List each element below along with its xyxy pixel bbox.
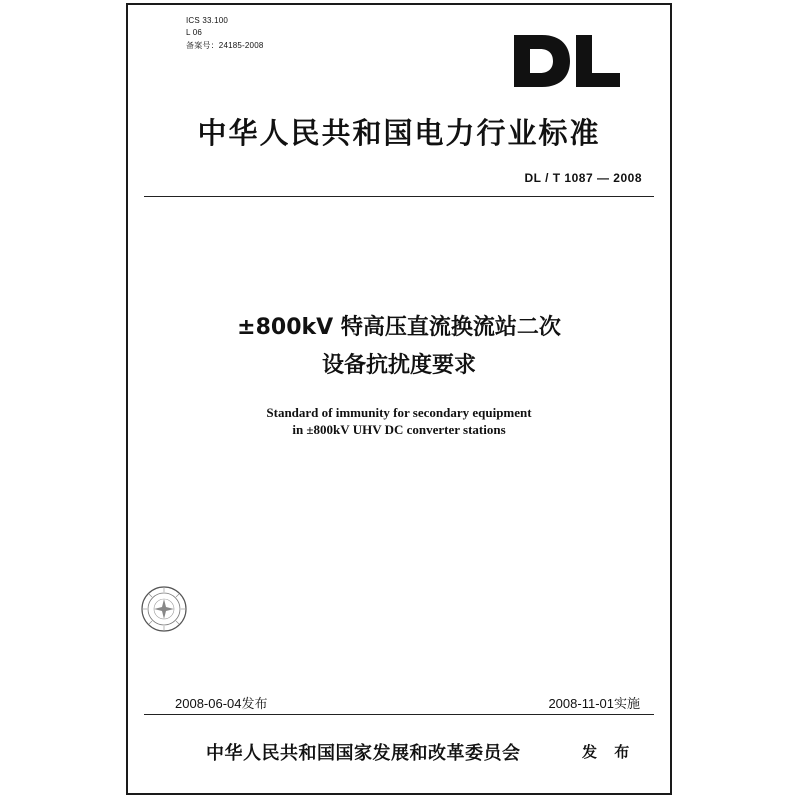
standard-number: DL / T 1087 — 2008 xyxy=(524,171,642,185)
anti-counterfeit-seal-icon xyxy=(140,585,188,633)
registration-number: 备案号：24185-2008 xyxy=(186,41,264,50)
category-code: L 06 xyxy=(186,28,203,37)
dl-logo xyxy=(512,33,622,89)
document-title-cn-line2: 设备抗扰度要求 xyxy=(321,353,476,378)
document-title-en-line1: Standard of immunity for secondary equipment xyxy=(266,405,532,420)
top-divider xyxy=(144,196,654,197)
bottom-divider xyxy=(144,714,654,715)
standard-cover-page xyxy=(126,3,672,795)
publisher-name: 中华人民共和国国家发展和改革委员会 xyxy=(206,743,521,764)
ics-code: ICS 33.100 xyxy=(186,16,229,25)
standard-category-title: 中华人民共和国电力行业标准 xyxy=(197,116,601,150)
document-title-en-line2: in ±800kV UHV DC converter stations xyxy=(292,422,506,437)
implementation-date: 2008-11-01实施 xyxy=(548,696,640,711)
publish-label: 发 布 xyxy=(582,743,636,761)
document-title-cn-line1: ±800kV 特高压直流换流站二次 xyxy=(237,315,561,340)
issue-date: 2008-06-04发布 xyxy=(175,696,268,711)
